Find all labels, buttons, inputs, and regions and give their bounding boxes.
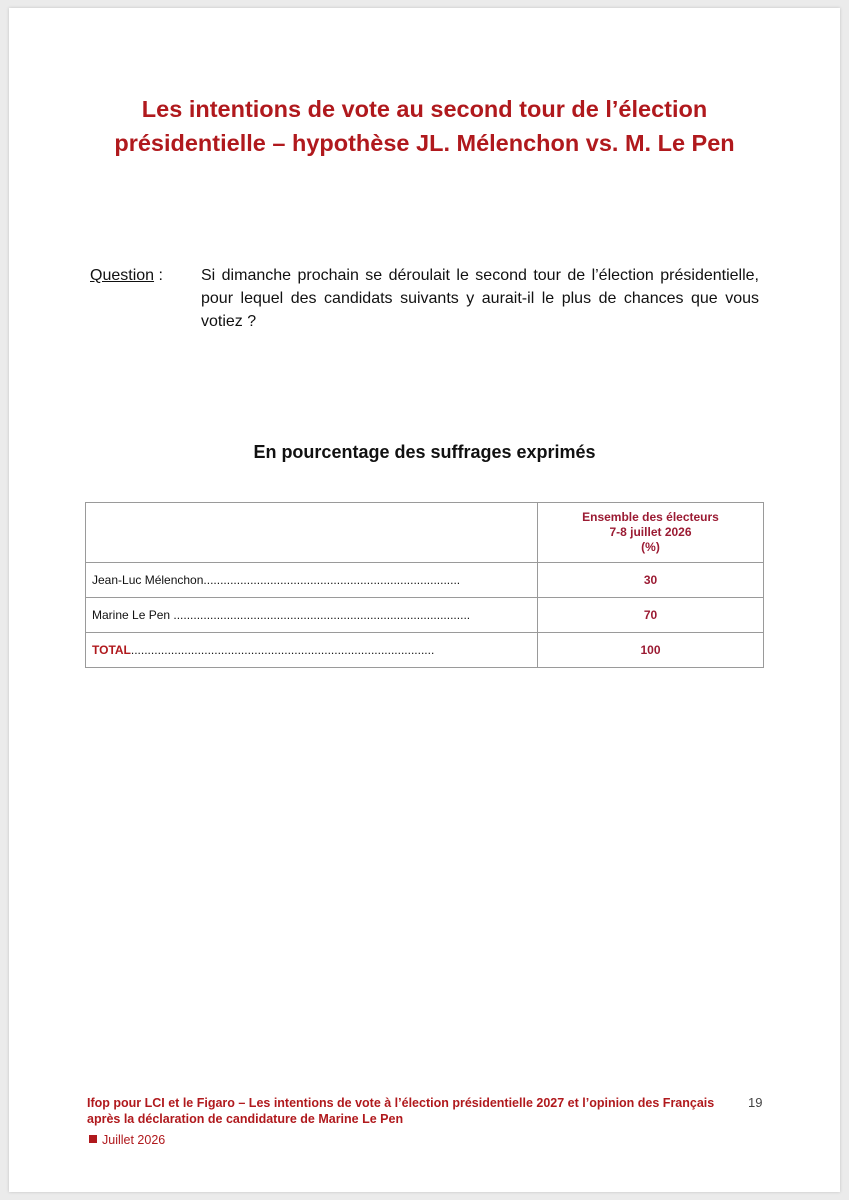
column-header [538,503,764,563]
question-separator: : [154,267,163,284]
document-page [9,8,840,1192]
column-header-line-1: Ensemble des électeurs [582,510,719,524]
question-label [90,264,163,287]
table-subtitle: En pourcentage des suffrages exprimés [253,442,596,462]
row-value: 30 [538,563,764,598]
table-header-row [86,503,764,563]
footer-text: Ifop pour LCI et le Figaro – Les intentions de vote à l’élection présidentielle 2027 et l’opinion des Français après la déclaration de candidature de Marine Le Pen [87,1096,715,1126]
header-empty-cell [86,503,538,563]
title-line-1: Les intentions de vote au second tour de l’élection [141,96,708,122]
table-row [86,598,764,633]
page-number: 19 [748,1095,763,1110]
column-header-line-2: 7-8 juillet 2026 [609,525,692,539]
total-dots: ........................................................................................... [130,643,435,657]
total-label: TOTAL [92,643,131,657]
table-total-row [86,633,764,668]
column-header-line-3: (%) [641,540,660,554]
question-label-text: Question [90,267,155,284]
row-value: 70 [538,598,764,633]
results-table [85,502,764,668]
total-label-cell [86,633,538,668]
title-line-2: présidentielle – hypothèse JL. Mélenchon vs. M. Le Pen [114,130,735,156]
question-text: Si dimanche prochain se déroulait le second tour de l’élection présidentielle, pour lequel des candidats suivants y aurait-il le plus de chances que vous votiez ? [201,267,759,330]
page-title [39,92,810,160]
total-value: 100 [538,633,764,668]
row-label: Marine Le Pen ......................................................................................... [86,598,538,633]
footer-date [89,1133,165,1147]
row-label: Jean-Luc Mélenchon............................................................................. [86,563,538,598]
square-bullet-icon [89,1135,97,1143]
footer-date-text: Juillet 2026 [102,1133,166,1147]
table-row [86,563,764,598]
